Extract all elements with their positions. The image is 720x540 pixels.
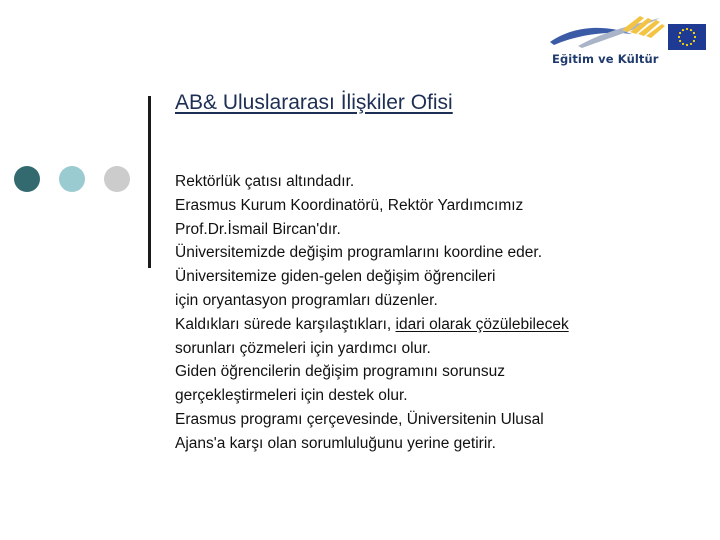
paragraph-outgoing-support <box>175 360 695 408</box>
logo-text: Eğitim ve Kültür <box>552 52 659 66</box>
eu-star-icon <box>678 36 680 38</box>
eu-flag-icon <box>668 24 706 50</box>
eu-star-icon <box>690 43 692 45</box>
paragraph-line: Üniversitemizde değişim programlarını koordine eder. <box>175 244 542 262</box>
paragraph-line: sorunları çözmeleri için yardımcı olur. <box>175 339 431 357</box>
grey-dot <box>104 166 130 192</box>
swoosh-logo-icon <box>548 12 666 52</box>
paragraph-line: Erasmus programı çerçevesinde, Üniversitenin Ulusal <box>175 410 544 428</box>
eu-star-icon <box>682 29 684 31</box>
body-text <box>175 170 695 456</box>
light-teal-dot <box>59 166 85 192</box>
eu-star-icon <box>693 40 695 42</box>
paragraph-line: gerçekleştirmeleri için destek olur. <box>175 387 408 405</box>
eu-star-icon <box>682 43 684 45</box>
eu-star-icon <box>690 29 692 31</box>
eu-star-icon <box>679 32 681 34</box>
paragraph-problem-solving <box>175 313 695 361</box>
paragraph-orientation <box>175 265 695 313</box>
paragraph-line: Prof.Dr.İsmail Bircan'dır. <box>175 220 341 238</box>
eu-education-culture-logo <box>548 12 710 70</box>
eu-star-icon <box>686 28 688 30</box>
paragraph-coordinator <box>175 194 695 242</box>
vertical-divider <box>148 96 151 268</box>
paragraph-line: Rektörlük çatısı altındadır. <box>175 173 355 190</box>
paragraph-line: Giden öğrencilerin değişim programını sorunsuz <box>175 363 505 381</box>
paragraph-national-agency <box>175 408 695 456</box>
underlined-phrase: idari olarak çözülebilecek <box>395 315 569 333</box>
paragraph-line: için oryantasyon programları düzenler. <box>175 291 438 309</box>
paragraph-line: Erasmus Kurum Koordinatörü, Rektör Yardımcımız <box>175 196 524 214</box>
eu-star-icon <box>694 36 696 38</box>
eu-star-icon <box>679 40 681 42</box>
page-title: AB& Uluslararası İlişkiler Ofisi <box>175 91 453 114</box>
paragraph-line: Üniversitemize giden-gelen değişim öğrencileri <box>175 268 496 286</box>
paragraph-line: Kaldıkları sürede karşılaştıkları, <box>175 315 396 333</box>
paragraph-coordination <box>175 241 695 265</box>
paragraph-line: Ajans'a karşı olan sorumluluğunu yerine getirir. <box>175 434 496 452</box>
eu-star-icon <box>686 44 688 46</box>
dark-teal-dot <box>14 166 40 192</box>
eu-star-icon <box>693 32 695 34</box>
paragraph-rectorate <box>175 170 695 194</box>
decorative-dots <box>14 166 134 192</box>
